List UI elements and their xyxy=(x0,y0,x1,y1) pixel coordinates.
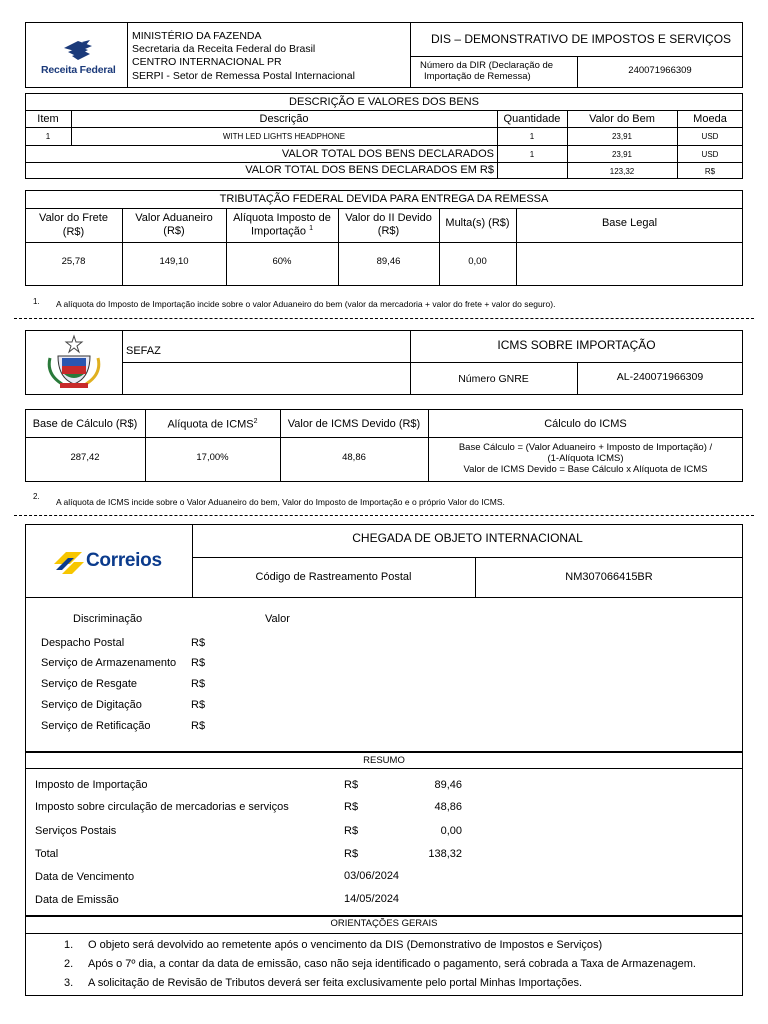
document-title: DIS – DEMONSTRATIVO DE IMPOSTOS E SERVIÇOS xyxy=(431,32,732,46)
icms-h-aliquota-footnote-mark: 2 xyxy=(253,418,258,425)
total-brl-currency: R$ xyxy=(704,167,716,176)
goods-row-item: 1 xyxy=(45,132,51,141)
org-line-2: Secretaria da Receita Federal do Brasil xyxy=(132,43,316,55)
total-declared-currency: USD xyxy=(701,150,719,159)
val-aduaneiro: 149,10 xyxy=(159,256,189,267)
separator-1 xyxy=(14,318,754,319)
icms-val-base: 287,42 xyxy=(70,452,100,463)
orientacao-num-3: 3. xyxy=(64,977,74,989)
resumo-label-4: Total xyxy=(35,848,59,860)
note1-number: 1. xyxy=(33,297,40,306)
icms-val-valor: 48,86 xyxy=(342,452,366,463)
resumo-value-1: 89,46 xyxy=(434,779,462,791)
emissao-value: 14/05/2024 xyxy=(344,893,400,905)
val-aliquota: 60% xyxy=(272,256,292,267)
correios-logo xyxy=(52,548,172,578)
h-frete-1: Valor do Frete xyxy=(39,212,108,224)
resumo-value-3: 0,00 xyxy=(440,825,462,837)
services-h-disc: Discriminação xyxy=(73,613,143,625)
service-label-1: Despacho Postal xyxy=(41,637,125,649)
resumo-value-2: 48,86 xyxy=(434,801,462,813)
total-declared-qty: 1 xyxy=(529,150,535,159)
total-declared-value: 23,91 xyxy=(611,150,633,159)
goods-col-currency: Moeda xyxy=(693,113,727,125)
separator-2 xyxy=(14,515,754,516)
h-aliquota-footnote-mark: 1 xyxy=(309,225,313,232)
org-line-1: MINISTÉRIO DA FAZENDA xyxy=(132,30,262,42)
dir-label-line1: Número da DIR (Declaração de xyxy=(420,60,554,71)
note2-number: 2. xyxy=(33,492,40,501)
resumo-label-3: Serviços Postais xyxy=(35,825,117,837)
services-h-valor: Valor xyxy=(265,613,290,625)
val-frete: 25,78 xyxy=(61,256,86,267)
resumo-currency-2: R$ xyxy=(344,801,359,813)
service-currency-2: R$ xyxy=(191,657,206,669)
icms-calc-line2: (1-Alíquota ICMS) xyxy=(547,453,624,464)
h-aduaneiro-1: Valor Aduaneiro xyxy=(135,212,213,224)
h-frete-2: (R$) xyxy=(62,226,85,238)
resumo-label-2: Imposto sobre circulação de mercadorias e serviços xyxy=(35,801,289,813)
gnre-value: AL-240071966309 xyxy=(616,371,704,383)
h-ii-2: (R$) xyxy=(377,225,400,237)
icms-h-aliquota-wrap xyxy=(145,418,280,431)
resumo-currency-3: R$ xyxy=(344,825,359,837)
federal-title: TRIBUTAÇÃO FEDERAL DEVIDA PARA ENTREGA DA REMESSA xyxy=(219,193,549,205)
service-label-4: Serviço de Digitação xyxy=(41,699,142,711)
emissao-label: Data de Emissão xyxy=(35,894,119,906)
h-multa: Multa(s) (R$) xyxy=(445,217,510,229)
icms-val-aliquota: 17,00% xyxy=(196,452,229,463)
goods-title: DESCRIÇÃO E VALORES DOS BENS xyxy=(289,96,479,108)
resumo-currency-1: R$ xyxy=(344,779,359,791)
alagoas-coat-of-arms xyxy=(44,334,104,392)
goods-row-value: 23,91 xyxy=(611,132,633,141)
orientacao-text-2: Após o 7º dia, a contar da data de emissão, caso não seja identificado o pagamento, será cobrada a Taxa de Armazenagem. xyxy=(88,958,696,970)
correios-logo-text: Correios xyxy=(86,550,162,571)
h-aliquota-2-wrap xyxy=(226,225,338,238)
resumo-value-4: 138,32 xyxy=(428,848,462,860)
h-base-legal: Base Legal xyxy=(601,217,658,229)
correios-symbol-icon xyxy=(52,548,86,576)
org-line-3: CENTRO INTERNACIONAL PR xyxy=(132,56,282,68)
note2-text: A alíquota de ICMS incide sobre o Valor Aduaneiro do bem, Valor do Imposto de Importação e o próprio Valor do ICMS. xyxy=(56,497,505,507)
tracking-value: NM307066415BR xyxy=(565,571,653,583)
goods-row-qty: 1 xyxy=(529,132,535,141)
icms-h-calc: Cálculo do ICMS xyxy=(544,418,627,430)
total-declared-label: VALOR TOTAL DOS BENS DECLARADOS xyxy=(281,148,494,160)
sefaz-name: SEFAZ xyxy=(126,345,161,357)
val-multa: 0,00 xyxy=(468,256,487,267)
receita-federal-logo-text: Receita Federal xyxy=(41,64,116,76)
gnre-label: Número GNRE xyxy=(458,373,529,385)
coat-of-arms-icon xyxy=(44,334,104,392)
correios-title: CHEGADA DE OBJETO INTERNACIONAL xyxy=(352,531,583,545)
h-ii-1: Valor do II Devido xyxy=(345,212,432,224)
receita-federal-logo xyxy=(38,38,118,78)
goods-row-desc: WITH LED LIGHTS HEADPHONE xyxy=(222,132,346,141)
total-brl-value: 123,32 xyxy=(609,167,635,176)
goods-row-currency: USD xyxy=(701,132,719,141)
service-currency-3: R$ xyxy=(191,678,206,690)
receita-federal-emblem-icon xyxy=(38,38,118,64)
goods-col-qty: Quantidade xyxy=(503,113,561,125)
icms-h-valor: Valor de ICMS Devido (R$) xyxy=(287,418,421,430)
icms-calc-line1: Base Cálculo = (Valor Aduaneiro + Imposto de Importação) / xyxy=(458,442,713,453)
service-currency-1: R$ xyxy=(191,637,206,649)
dir-label-line2: Importação de Remessa) xyxy=(424,71,531,82)
service-currency-4: R$ xyxy=(191,699,206,711)
orientacao-text-1: O objeto será devolvido ao remetente após o vencimento da DIS (Demonstrativo de Impostos e Serviços) xyxy=(88,939,603,951)
goods-col-item: Item xyxy=(37,113,59,125)
h-aduaneiro-2: (R$) xyxy=(163,225,185,237)
resumo-label-1: Imposto de Importação xyxy=(35,779,148,791)
tracking-label: Código de Rastreamento Postal xyxy=(255,571,412,583)
goods-col-value: Valor do Bem xyxy=(589,113,655,125)
venc-label: Data de Vencimento xyxy=(35,871,135,883)
goods-col-desc: Descrição xyxy=(259,113,309,125)
icms-h-aliquota: Alíquota de ICMS xyxy=(167,418,254,431)
resumo-currency-4: R$ xyxy=(344,848,359,860)
orientacoes-title: ORIENTAÇÕES GERAIS xyxy=(330,918,438,929)
total-brl-label: VALOR TOTAL DOS BENS DECLARADOS EM R$ xyxy=(245,164,494,176)
service-label-2: Serviço de Armazenamento xyxy=(41,657,177,669)
h-aliquota-1: Alíquota Imposto de xyxy=(233,212,331,224)
service-currency-5: R$ xyxy=(191,720,206,732)
venc-value: 03/06/2024 xyxy=(344,870,400,882)
h-aliquota-2: Importação xyxy=(251,225,307,238)
resumo-title: RESUMO xyxy=(363,755,405,766)
icms-calc-line3: Valor de ICMS Devido = Base Cálculo x Alíquota de ICMS xyxy=(463,464,708,475)
service-label-3: Serviço de Resgate xyxy=(41,678,137,690)
icms-import-title: ICMS SOBRE IMPORTAÇÃO xyxy=(497,338,656,352)
orientacao-num-1: 1. xyxy=(64,939,74,951)
val-ii: 89,46 xyxy=(376,256,401,267)
note1-text: A alíquota do Imposto de Importação incide sobre o valor Aduaneiro do bem (valor da mercadoria + valor do frete + valor do seguro). xyxy=(56,299,556,309)
dir-number: 240071966309 xyxy=(628,65,692,76)
org-line-4: SERPI - Setor de Remessa Postal Internacional xyxy=(132,70,355,82)
service-label-5: Serviço de Retificação xyxy=(41,720,151,732)
orientacao-num-2: 2. xyxy=(64,958,74,970)
icms-h-base: Base de Cálculo (R$) xyxy=(32,418,138,430)
orientacao-text-3: A solicitação de Revisão de Tributos deverá ser feita exclusivamente pelo portal Minhas Importações. xyxy=(88,977,583,989)
